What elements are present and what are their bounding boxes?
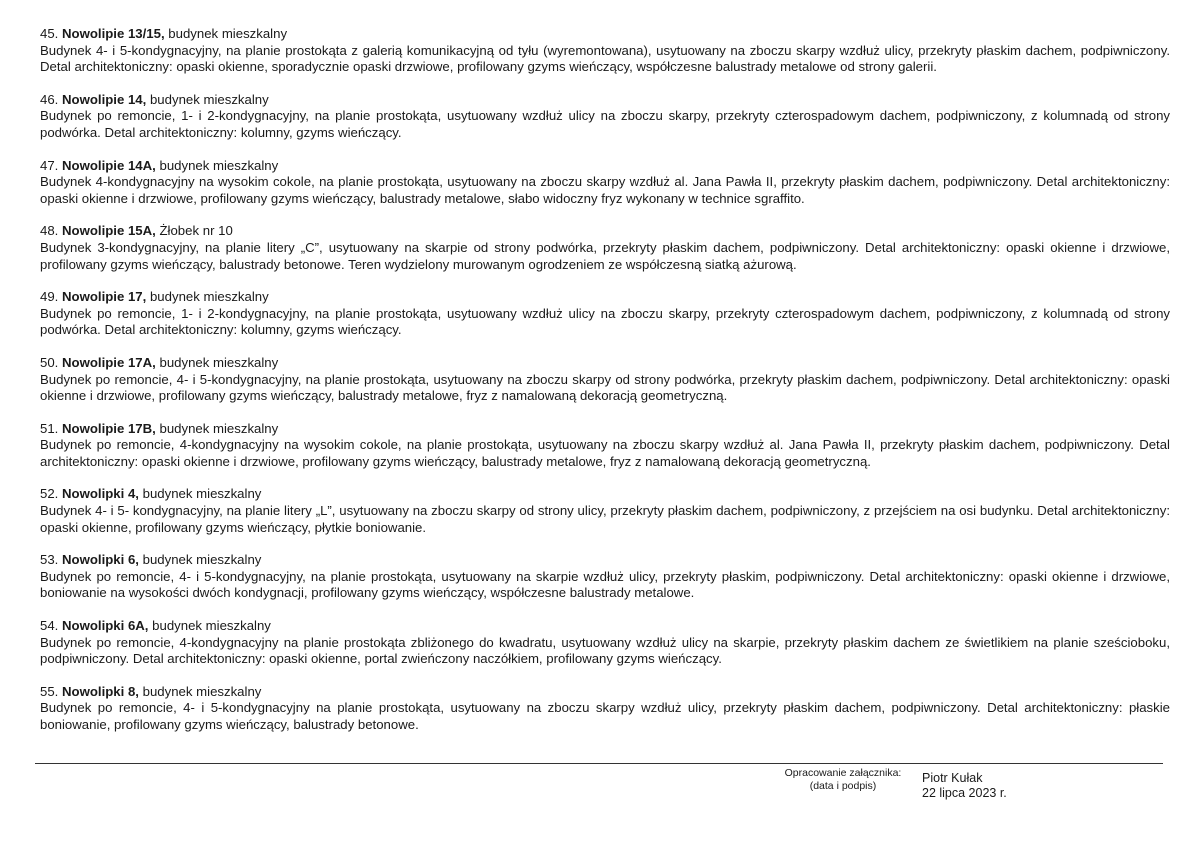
entry-description: Budynek po remoncie, 4- i 5-kondygnacyjny, na planie prostokąta, usytuowany na skarpie wzdłuż ulicy, przekryty płaskim, podpiwniczony. Detal architektoniczny: opaski okienne i drzwiowe, boniowanie na wysokości dwóch kondygnacji, profilowany gzyms wieńczący, współczesne balustrady metalowe. [40, 568, 1170, 601]
entry-address: Nowolipie 14A, [62, 157, 156, 173]
entry-52 [40, 486, 1170, 536]
entry-heading [40, 421, 1170, 438]
entry-heading [40, 26, 1170, 43]
entry-address: Nowolipie 17B, [62, 420, 156, 436]
entry-number: 47. [40, 157, 59, 173]
entry-type: budynek mieszkalny [152, 618, 271, 634]
entry-number: 50. [40, 354, 59, 370]
prepared-by-line2: (data i podpis) [809, 780, 877, 792]
entry-description: Budynek 4-kondygnacyjny na wysokim cokole, na planie prostokąta, usytuowany na zboczu skarpy wzdłuż al. Jana Pawła II, przekryty płaskim dachem, podpiwniczony. Detal architektoniczny: opaski okienne i drzwiowe, profilowany gzyms wieńczący, balustrady metalowe, słabo widoczny fryz wykonany w technice sgraffito. [40, 174, 1170, 206]
entry-number: 52. [40, 486, 59, 502]
entry-number: 51. [40, 420, 59, 436]
entry-description: Budynek 4- i 5-kondygnacyjny, na planie prostokąta z galerią komunikacyjną od tyłu (wyremontowana), usytuowany na zboczu skarpy wzdłuż ulicy, przekryty płaskim dachem, podpiwniczony. Detal architektoniczny: opaski okienne, sporadycznie opaski drzwiowe, profilowany gzyms wieńczący, współczesne balustrady metalowe od strony galerii. [40, 42, 1170, 75]
entry-heading [40, 552, 1170, 569]
entry-46 [40, 92, 1170, 142]
entry-address: Nowolipie 15A, [62, 223, 156, 239]
entry-47 [40, 158, 1170, 208]
entry-53 [40, 552, 1170, 602]
entry-type: budynek mieszkalny [159, 420, 279, 436]
entry-number: 45. [40, 26, 59, 41]
entry-description: Budynek 4- i 5- kondygnacyjny, na planie litery „L”, usytuowany na zboczu skarpy od strony ulicy, przekryty płaskim dachem, podpiwniczony, z przejściem na osi budynku. Detal architektoniczny: opaski okienne, profilowany gzyms wieńczący, płytkie boniowanie. [40, 503, 1170, 535]
entry-description: Budynek 3-kondygnacyjny, na planie litery „C”, usytuowany na skarpie od strony podwórka, przekryty płaskim dachem, podpiwniczony. Detal architektoniczny: opaski okienne i drzwiowe, profilowany gzyms wieńczący, balustrady betonowe. Teren wydzielony murowanym ogrodzeniem ze współczesną siatką ażurową. [40, 239, 1170, 272]
entry-description: Budynek po remoncie, 4- i 5-kondygnacyjny na planie prostokąta, usytuowany na zboczu skarpy wzdłuż ulicy, przekryty płaskim dachem, podpiwniczony. Detal architektoniczny: płaskie boniowanie, profilowany gzyms wieńczący, balustrady betonowe. [40, 700, 1170, 732]
entry-type: budynek mieszkalny [142, 486, 262, 502]
entry-description: Budynek po remoncie, 1- i 2-kondygnacyjny, na planie prostokąta, usytuowany wzdłuż ulicy na zboczu skarpy, przekryty czterospadowym dachem, podpiwniczony, z kolumnadą od strony podwórka. Detal architektoniczny: kolumny, gzyms wieńczący. [40, 108, 1170, 140]
entry-45 [40, 26, 1170, 76]
entry-description: Budynek po remoncie, 4-kondygnacyjny na planie prostokąta zbliżonego do kwadratu, usytuowany wzdłuż ulicy na skarpie, przekryty płaskim dachem ze świetlikiem na planie sześcioboku, podpiwniczony. Detal architektoniczny: opaski okienne, portal zwieńczony naczółkiem, profilowany gzyms wieńczący. [40, 634, 1170, 667]
entry-heading [40, 92, 1170, 109]
entry-heading [40, 684, 1170, 701]
entry-description: Budynek po remoncie, 4- i 5-kondygnacyjny, na planie prostokąta, usytuowany na zboczu skarpy od strony podwórka, przekryty płaskim dachem, podpiwniczony. Detal architektoniczny: opaski okienne i drzwiowe, profilowany gzyms wieńczący, balustrady metalowe, fryz z namalowaną dekoracją geometryczną. [40, 371, 1170, 404]
entry-number: 53. [40, 552, 59, 568]
entry-54 [40, 618, 1170, 668]
entry-description: Budynek po remoncie, 1- i 2-kondygnacyjny, na planie prostokąta, usytuowany wzdłuż ulicy na zboczu skarpy, przekryty czterospadowym dachem, podpiwniczony, z kolumnadą od strony podwórka. Detal architektoniczny: kolumny, gzyms wieńczący. [40, 305, 1170, 338]
signature-date: 22 lipca 2023 r. [922, 786, 1007, 800]
entry-55 [40, 684, 1170, 734]
entry-number: 54. [40, 618, 59, 634]
entry-description: Budynek po remoncie, 4-kondygnacyjny na wysokim cokole, na planie prostokąta, usytuowany na zboczu skarpy wzdłuż al. Jana Pawła II, przekryty płaskim dachem, podpiwniczony. Detal architektoniczny: opaski okienne i drzwiowe, profilowany gzyms wieńczący, balustrady metalowe, fryz z namalowaną dekoracją geometryczną. [40, 437, 1170, 469]
entry-address: Nowolipki 4, [62, 486, 139, 502]
entry-type: budynek mieszkalny [159, 354, 279, 370]
entry-type: budynek mieszkalny [159, 157, 279, 173]
entry-number: 46. [40, 91, 59, 107]
entry-48 [40, 223, 1170, 273]
entry-heading [40, 618, 1170, 635]
entry-address: Nowolipki 8, [62, 683, 139, 699]
entry-address: Nowolipie 14, [62, 91, 147, 107]
footer-divider [35, 763, 1163, 764]
entry-type: Żłobek nr 10 [159, 223, 233, 239]
entry-number: 55. [40, 683, 59, 699]
entry-type: budynek mieszkalny [168, 26, 288, 41]
entry-49 [40, 289, 1170, 339]
entries-list [40, 26, 1170, 750]
entry-type: budynek mieszkalny [142, 552, 262, 568]
prepared-by-line1: Opracowanie załącznika: [784, 767, 902, 779]
entry-address: Nowolipie 13/15, [62, 26, 165, 41]
signature-block [922, 771, 1007, 801]
entry-heading [40, 158, 1170, 175]
entry-50 [40, 355, 1170, 405]
entry-number: 48. [40, 223, 59, 239]
entry-heading [40, 486, 1170, 503]
entry-heading [40, 223, 1170, 240]
entry-address: Nowolipie 17, [62, 289, 147, 305]
entry-type: budynek mieszkalny [142, 683, 262, 699]
prepared-by-label [778, 767, 908, 793]
entry-51 [40, 421, 1170, 471]
author-name: Piotr Kułak [922, 771, 983, 785]
entry-heading [40, 289, 1170, 306]
entry-heading [40, 355, 1170, 372]
entry-type: budynek mieszkalny [149, 91, 269, 107]
entry-address: Nowolipie 17A, [62, 354, 156, 370]
entry-address: Nowolipki 6, [62, 552, 139, 568]
entry-address: Nowolipki 6A, [62, 618, 149, 634]
entry-number: 49. [40, 289, 59, 305]
entry-type: budynek mieszkalny [149, 289, 269, 305]
